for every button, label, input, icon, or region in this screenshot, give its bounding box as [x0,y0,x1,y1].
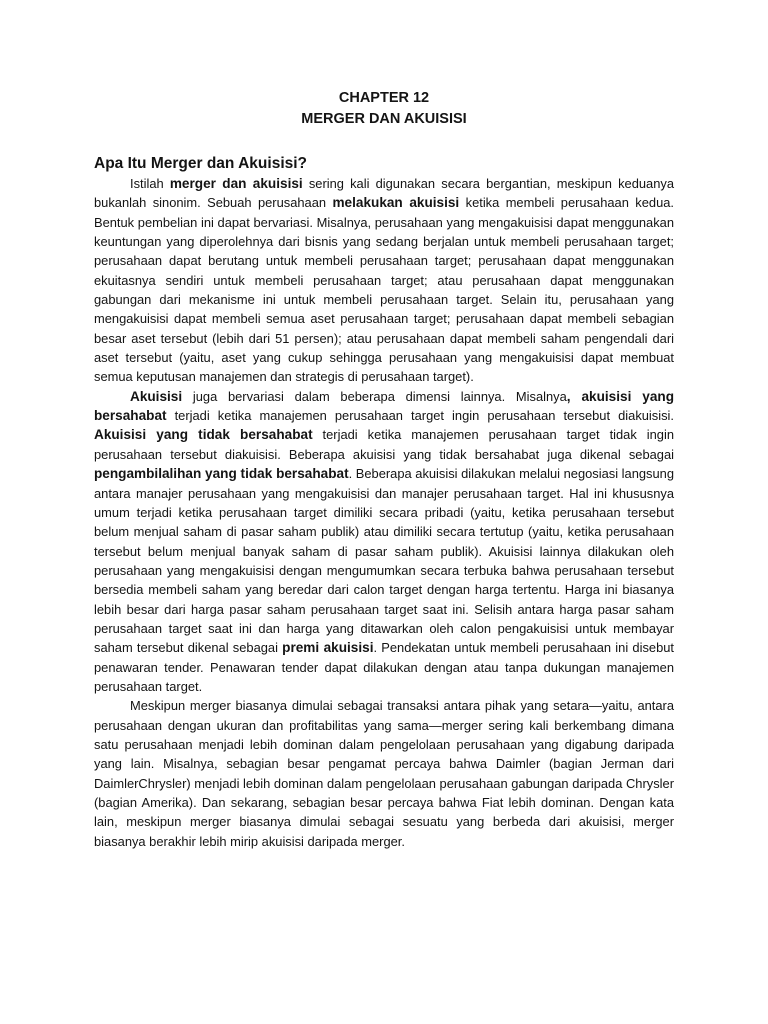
bold-term: , akuisisi yang bersahabat [94,388,675,424]
text-run: Istilah [130,176,170,191]
text-run: Meskipun merger biasanya dimulai sebagai transaksi antara pihak yang setara—yaitu, antara perusahaan dengan ukuran dan profitabilitas yang sama—merger sering kali berkembang dimana satu perusahaan menjadi lebih dominan dalam pengelolaan perusahaan yang digabung daripada yang lain. Misalnya, sebagian besar pengamat percaya bahwa Daimler (bagian Jerman dari DaimlerChrysler) menjadi lebih dominan dalam pengelolaan perusahaan gabungan daripada Chrysler (bagian Amerika). Dan sekarang, sebagian besar percaya bahwa Fiat lebih dominan. Dengan kata lain, meskipun merger biasanya dimulai sebagai sesuatu yang berbeda dari akuisisi, merger biasanya berakhir lebih mirip akuisisi daripada merger. [94,698,674,849]
chapter-title: MERGER DAN AKUISISI [301,111,467,127]
document-page [94,88,674,851]
text-run: . Beberapa akuisisi dilakukan melalui negosiasi langsung antara manajer perusahaan yang mengakuisisi dan manajer perusahaan target. Hal ini khususnya umum terjadi ketika perusahaan target dimiliki secara pribadi (yaitu, ketika perusahaan tersebut belum menjual saham di pasar saham publik) atau dimiliki secara tertutup (yaitu, ketika perusahaan tersebut belum menjual banyak saham di pasar saham publik). Akuisisi lainnya dilakukan oleh perusahaan yang mengakuisisi dengan mengumumkan secara terbuka bahwa perusahaan tersebut bersedia membeli saham yang beredar dari calon target dengan harga tertentu. Harga ini biasanya lebih besar dari harga pasar saham perusahaan target saat ini. Selisih antara harga pasar saham perusahaan target saat ini dan harga yang ditawarkan oleh calon pengakuisisi untuk membayar saham tersebut dikenal sebagai [94,466,674,656]
bold-term: melakukan akuisisi [332,195,460,211]
text-run: terjadi ketika manajemen perusahaan target tidak ingin perusahaan tersebut diakuisisi. Beberapa akuisisi yang tidak bersahabat juga dikenal sebagai [94,427,674,462]
text-run: ketika membeli perusahaan kedua. Bentuk pembelian ini dapat bervariasi. Misalnya, perusahaan yang mengakuisisi dapat menggunakan keuntungan yang diperolehnya dari bisnis yang sedang berjalan untuk membeli perusahaan target; perusahaan dapat berutang untuk membeli perusahaan target; perusahaan dapat menggunakan ekuitasnya sendiri untuk membeli perusahaan target; atau perusahaan dapat menggunakan gabungan dari mekanisme ini untuk membeli perusahaan target. Selain itu, perusahaan yang mengakuisisi dapat membeli semua aset perusahaan target; perusahaan dapat membeli sebagian besar aset tersebut (lebih dari 51 persen); atau perusahaan dapat membeli saham pengendali dari aset tersebut (yaitu, aset yang cukup sehingga perusahaan yang mengakuisisi dapat membuat semua keputusan manajemen dan strategis di perusahaan target). [94,195,674,385]
text-run: sering kali digunakan secara bergantian, meskipun keduanya bukanlah sinonim. Sebuah perusahaan [94,176,674,211]
paragraph-1 [94,174,674,387]
bold-term: Akuisisi [130,388,183,404]
chapter-label: CHAPTER 12 [338,90,430,106]
text-run: terjadi ketika manajemen perusahaan target ingin perusahaan tersebut diakuisisi. [166,408,674,424]
text-run: juga bervariasi dalam beberapa dimensi lainnya. Misalnya [182,388,567,404]
paragraph-3 [94,696,674,851]
bold-term: Akuisisi yang tidak bersahabat [94,427,313,443]
bold-term: pengambilalihan yang tidak bersahabat [94,466,349,482]
text-run: . Pendekatan untuk membeli perusahaan ini disebut penawaran tender. Penawaran tender dapat dilakukan dengan atau tanpa dukungan manajemen perusahaan target. [94,640,674,694]
bold-term: merger dan akuisisi [169,176,303,191]
paragraph-2 [94,387,674,697]
bold-term: premi akuisisi [282,640,374,656]
section-heading: Apa Itu Merger dan Akuisisi? [94,155,308,172]
